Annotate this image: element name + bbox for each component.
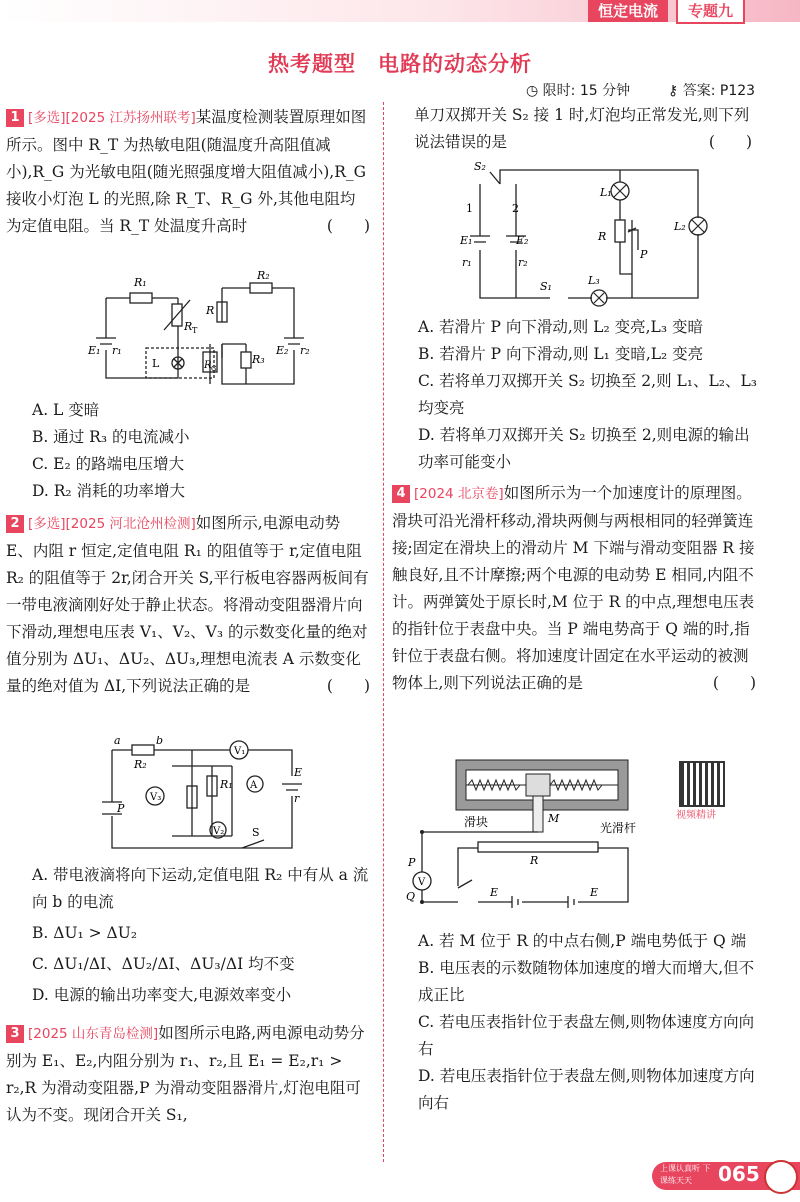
svg-text:V₁: V₁ [234, 746, 246, 757]
question-number: 3 [6, 1025, 24, 1043]
page-number: 065 [718, 1162, 760, 1186]
svg-text:a: a [114, 736, 121, 747]
option-a[interactable]: A. 若滑片 P 向下滑动,则 L₂ 变亮,L₃ 变暗 [418, 318, 703, 336]
question-2 [6, 510, 370, 700]
svg-text:S₁: S₁ [540, 280, 552, 293]
svg-text:r: r [294, 792, 300, 805]
page-title: 热考题型 电路的动态分析 [268, 52, 532, 76]
svg-text:r₁: r₁ [112, 344, 122, 357]
svg-text:R₂: R₂ [134, 758, 147, 771]
svg-text:E₁: E₁ [460, 234, 473, 247]
option-d[interactable]: D. R₂ 消耗的功率增大 [32, 482, 186, 500]
question-number: 1 [6, 109, 24, 127]
answer-paren: ( ) [326, 217, 370, 235]
svg-text:L: L [152, 357, 160, 370]
svg-text:E: E [590, 886, 599, 899]
svg-text:1: 1 [466, 202, 473, 215]
answer-ref: ⚷ 答案: P123 [668, 83, 756, 99]
svg-text:r₂: r₂ [300, 344, 310, 357]
svg-text:R₃: R₃ [252, 353, 265, 366]
svg-text:E: E [294, 766, 303, 779]
time-limit: ◷ 限时: 15 分钟 [526, 83, 631, 99]
option-b[interactable]: B. 通过 R₃ 的电流减小 [32, 428, 190, 446]
svg-text:R₁: R₁ [220, 778, 233, 791]
option-c[interactable]: C. ΔU₁/ΔI、ΔU₂/ΔI、ΔU₃/ΔI 均不变 [32, 955, 295, 973]
option-a[interactable]: A. 若 M 位于 R 的中点右侧,P 端电势低于 Q 端 [418, 932, 747, 950]
svg-text:Q: Q [406, 890, 416, 903]
option-a[interactable]: A. 带电液滴将向下运动,定值电阻 R₂ 中有从 a 流向 b 的电流 [32, 866, 369, 911]
svg-text:S: S [252, 826, 260, 839]
svg-text:R₁: R₁ [134, 276, 147, 289]
option-c[interactable]: C. E₂ 的路端电压增大 [32, 455, 185, 473]
option-b[interactable]: B. 若滑片 P 向下滑动,则 L₁ 变暗,L₂ 变亮 [418, 345, 704, 363]
question-number: 2 [6, 515, 24, 533]
question-3 [6, 1020, 370, 1129]
rod-label: 光滑杆 [600, 821, 637, 835]
circuit-diagram-1 [86, 268, 316, 398]
svg-text:L₃: L₃ [588, 274, 600, 287]
option-b[interactable]: B. ΔU₁ > ΔU₂ [32, 924, 138, 942]
svg-text:E₂: E₂ [516, 234, 529, 247]
svg-text:R: R [184, 320, 193, 333]
option-d[interactable]: D. 若电压表指针位于表盘左侧,则物体加速度方向向右 [418, 1067, 755, 1112]
svg-text:P: P [408, 856, 416, 869]
question-tags: [2025 山东青岛检测] [28, 1026, 159, 1042]
option-a[interactable]: A. L 变暗 [32, 401, 100, 419]
slider-label: 滑块 [464, 815, 489, 829]
svg-text:E₁: E₁ [88, 344, 101, 357]
question-4 [392, 480, 756, 697]
topic-label: 专题九 [676, 0, 745, 24]
q4-options [418, 928, 758, 1117]
question-stem: 如图所示电路,两电源电动势分别为 E₁、E₂,内阻分别为 r₁、r₂,且 E₁ = E₂,r₁ > r₂,R 为滑动变阻器,P 为滑动变阻器滑片,灯泡电阻可认为不变。现闭合开关 S₁, [6, 1024, 365, 1124]
answer-paren: ( ) [326, 677, 370, 695]
footer-slogan: 上课认真听 下课练天天 [660, 1164, 711, 1185]
svg-text:S₂: S₂ [474, 160, 486, 173]
option-d[interactable]: D. 电源的输出功率变大,电源效率变小 [32, 986, 292, 1004]
svg-text:E: E [490, 886, 499, 899]
question-3-continued [414, 102, 752, 156]
svg-text:r₂: r₂ [518, 256, 528, 269]
question-tags: [多选][2025 江苏扬州联考] [28, 110, 196, 126]
circuit-diagram-3 [460, 158, 720, 308]
svg-text:P: P [640, 248, 648, 261]
question-stem: 某温度检测装置原理如图所示。图中 R_T 为热敏电阻(随温度升高阻值减小),R_G 为光敏电阻(随光照强度增大阻值减小),R_G 接收小灯泡 L 的光照,除 R_T、R_G 外,其他电阻均为定值电阻。当 R_T 处温度升高时 [6, 108, 367, 235]
circuit-diagram-2 [92, 736, 312, 856]
svg-text:P: P [117, 802, 125, 815]
svg-text:M: M [548, 812, 560, 825]
question-tags: [2024 北京卷] [414, 486, 504, 502]
qr-code-icon[interactable] [679, 761, 725, 807]
answer-paren: ( ) [712, 674, 756, 692]
svg-text:R: R [206, 304, 215, 317]
question-number: 4 [392, 485, 410, 503]
q1-options [32, 397, 372, 505]
question-stem-continued: 单刀双掷开关 S₂ 接 1 时,灯泡均正常发光,则下列说法错误的是 [414, 106, 750, 151]
question-stem: 如图所示,电源电动势 E、内阻 r 恒定,定值电阻 R₁ 的阻值等于 r,定值电阻 R₂ 的阻值等于 2r,闭合开关 S,平行板电容器两板间有一带电液滴刚好处于静止状态。将滑动变阻器滑片向下滑动,理想电压表 V₁、V₂、V₃ 的示数变化量的绝对值分别为 ΔU₁、ΔU₂、ΔU₃,理想电流表 A 示数变化量的绝对值为 ΔI,下列说法正确的是 [6, 514, 369, 695]
question-tags: [多选][2025 河北沧州检测] [28, 516, 196, 532]
q3-options [418, 314, 758, 476]
svg-text:2: 2 [512, 202, 519, 215]
svg-text:E₂: E₂ [276, 344, 289, 357]
svg-text:T: T [192, 326, 198, 335]
chapter-label: 恒定电流 [588, 0, 668, 22]
option-c[interactable]: C. 若将单刀双掷开关 S₂ 切换至 2,则 L₁、L₂、L₃ 均变亮 [418, 372, 758, 417]
svg-text:V₂: V₂ [213, 826, 225, 837]
svg-text:G: G [211, 365, 217, 373]
svg-text:R: R [598, 230, 607, 243]
page-footer [652, 1154, 800, 1202]
mascot-icon [764, 1160, 798, 1194]
svg-text:R₂: R₂ [257, 269, 270, 282]
answer-paren: ( ) [708, 133, 752, 151]
key-icon: ⚷ [668, 83, 679, 99]
question-1 [6, 104, 370, 240]
svg-text:V₃: V₃ [150, 792, 162, 803]
svg-text:R: R [204, 360, 212, 371]
option-c[interactable]: C. 若电压表指针位于表盘左侧,则物体速度方向向右 [418, 1013, 755, 1058]
q2-options [32, 862, 372, 1009]
svg-text:b: b [156, 736, 164, 747]
accelerometer-diagram [400, 756, 650, 916]
option-b[interactable]: B. 电压表的示数随物体加速度的增大而增大,但不成正比 [418, 959, 755, 1004]
svg-text:r₁: r₁ [462, 256, 472, 269]
svg-text:L₂: L₂ [674, 220, 686, 233]
column-divider [383, 102, 384, 1162]
svg-text:L₁: L₁ [600, 186, 612, 199]
qr-label: 视频精讲 [676, 810, 716, 821]
svg-text:R: R [530, 854, 539, 867]
clock-icon: ◷ [526, 83, 539, 99]
question-stem: 如图所示为一个加速度计的原理图。滑块可沿光滑杆移动,滑块两侧与两根相同的轻弹簧连接;固定在滑块上的滑动片 M 下端与滑动变阻器 R 接触良好,且不计摩擦;两个电源的电动势 E 相同,内阻不计。两弹簧处于原长时,M 位于 R 的中点,理想电压表的指针位于表盘中央。当 P 端电势高于 Q 端的时,指针位于表盘右侧。将加速度计固定在水平运动的被测物体上,则下列说法正确的是 [392, 484, 755, 692]
svg-text:A: A [250, 780, 258, 791]
svg-text:V: V [418, 877, 426, 888]
option-d[interactable]: D. 若将单刀双掷开关 S₂ 切换至 2,则电源的输出功率可能变小 [418, 426, 750, 471]
